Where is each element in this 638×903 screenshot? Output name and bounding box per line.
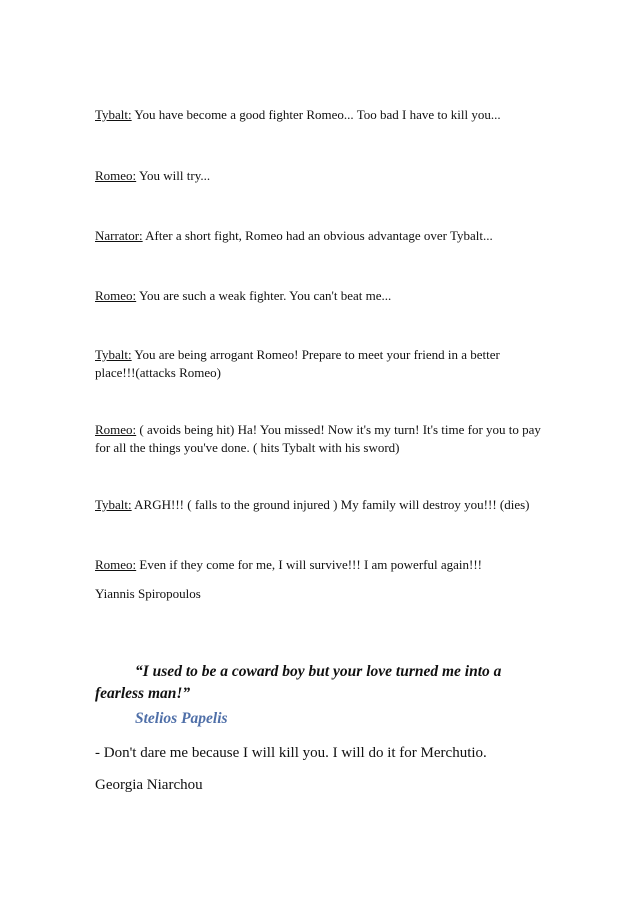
speaker-label: Narrator: — [95, 228, 143, 243]
dialogue-text: ( avoids being hit) Ha! You missed! Now it's my turn! It's time for you to pay for all the things you've done. ( hits Tybalt with his sword) — [95, 422, 541, 455]
closing-line: - Don't dare me because I will kill you. I will do it for Merchutio. — [95, 745, 487, 761]
speaker-label: Tybalt: — [95, 497, 132, 512]
dialogue-text: After a short fight, Romeo had an obvious advantage over Tybalt... — [142, 228, 493, 243]
quote-author: Stelios Papelis — [135, 710, 228, 727]
dialogue-line-6 — [95, 421, 547, 457]
dialogue-text: You are such a weak fighter. You can't beat me... — [136, 288, 392, 303]
dialogue-text: You will try... — [136, 168, 211, 183]
speaker-label: Romeo: — [95, 422, 137, 437]
dialogue-line-3 — [95, 227, 555, 245]
author-name: Yiannis Spiropoulos — [95, 586, 201, 601]
quote-text: “I used to be a coward boy but your love turned me into a fearless man!” — [95, 663, 502, 702]
speaker-label: Romeo: — [95, 288, 137, 303]
dialogue-line-2 — [95, 167, 555, 185]
speaker-label: Romeo: — [95, 557, 137, 572]
dialogue-text: Even if they come for me, I will survive!!! I am powerful again!!! — [136, 557, 482, 572]
dialogue-line-7 — [95, 496, 555, 514]
speaker-label: Tybalt: — [95, 347, 132, 362]
speaker-label: Tybalt: — [95, 107, 132, 122]
author-name-2: Georgia Niarchou — [95, 777, 203, 793]
dialogue-line-8 — [95, 556, 555, 574]
dialogue-text: ARGH!!! ( falls to the ground injured ) My family will destroy you!!! (dies) — [131, 497, 530, 512]
dialogue-text: You are being arrogant Romeo! Prepare to meet your friend in a better place!!!(attacks Romeo) — [95, 347, 500, 380]
dialogue-line-5 — [95, 346, 525, 382]
dialogue-text: You have become a good fighter Romeo... Too bad I have to kill you... — [131, 107, 501, 122]
dialogue-line-4 — [95, 287, 555, 305]
dialogue-line-1 — [95, 106, 555, 124]
speaker-label: Romeo: — [95, 168, 137, 183]
